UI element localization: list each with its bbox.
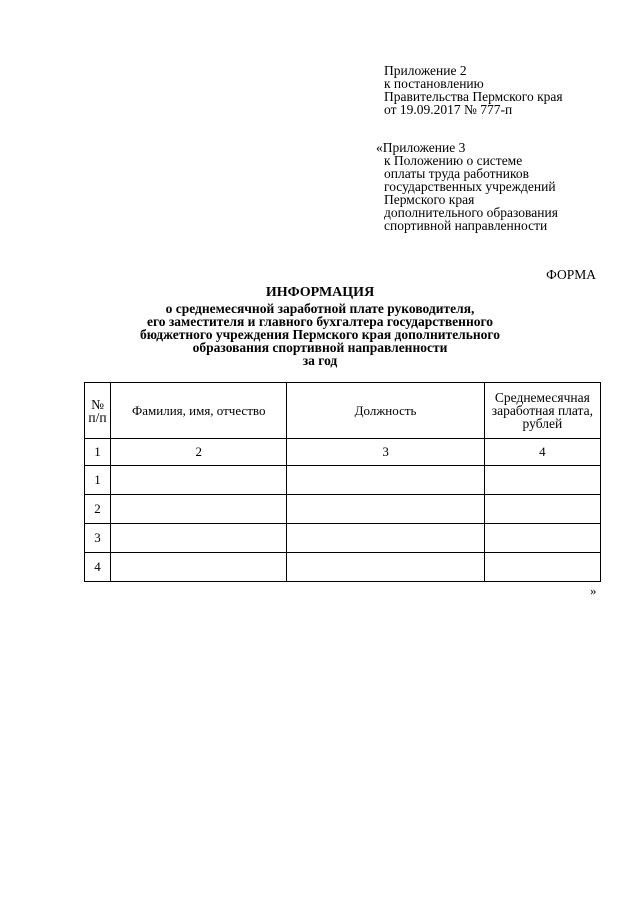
salary-info-table bbox=[84, 382, 601, 582]
column-number-cell: 3 bbox=[287, 439, 484, 466]
position-cell bbox=[287, 553, 484, 582]
appendix-3-line: дополнительного образования bbox=[384, 205, 558, 220]
full-name-cell bbox=[111, 466, 287, 495]
row-number-cell: 3 bbox=[85, 524, 111, 553]
full-name-cell bbox=[111, 553, 287, 582]
appendix-3-line: государственных учреждений bbox=[384, 179, 556, 194]
header-number-text: п/п bbox=[88, 409, 107, 425]
document-title: ИНФОРМАЦИЯ bbox=[265, 285, 375, 300]
table-row bbox=[85, 466, 601, 495]
table-row bbox=[85, 553, 601, 582]
header-salary-line: заработная плата, bbox=[491, 403, 593, 418]
salary-cell bbox=[484, 466, 600, 495]
appendix-2-line: от 19.09.2017 № 777-п bbox=[384, 102, 513, 117]
position-cell bbox=[287, 466, 484, 495]
header-position bbox=[287, 383, 484, 439]
header-full-name-text: Фамилия, имя, отчество bbox=[131, 402, 266, 418]
appendix-3-line: «Приложение 3 bbox=[376, 140, 466, 155]
column-number-cell: 4 bbox=[484, 439, 600, 466]
header-average-salary bbox=[484, 383, 600, 439]
position-cell bbox=[287, 495, 484, 524]
appendix-3-line: Пермского края bbox=[384, 192, 475, 207]
form-label: ФОРМА bbox=[546, 267, 596, 282]
header-salary-line: Среднемесячная bbox=[494, 390, 590, 405]
full-name-cell bbox=[111, 524, 287, 553]
row-number-cell: 1 bbox=[85, 466, 111, 495]
appendix-3-line: к Положению о системе bbox=[384, 153, 523, 168]
appendix-2-line: Правительства Пермского края bbox=[384, 89, 563, 104]
subtitle-line: о среднемесячной заработной плате руководителя, bbox=[165, 301, 475, 316]
document-subtitle bbox=[80, 302, 560, 367]
row-number-cell: 4 bbox=[85, 553, 111, 582]
table-row bbox=[85, 524, 601, 553]
header-position-text: Должность bbox=[354, 402, 417, 418]
full-name-cell bbox=[111, 495, 287, 524]
column-number-row bbox=[85, 439, 601, 466]
header-number bbox=[85, 383, 111, 439]
subtitle-line: его заместителя и главного бухгалтера государственного bbox=[146, 314, 494, 329]
header-full-name bbox=[111, 383, 287, 439]
salary-cell bbox=[484, 553, 600, 582]
appendix-2-line: к постановлению bbox=[384, 76, 484, 91]
subtitle-line: бюджетного учреждения Пермского края дополнительного bbox=[140, 327, 500, 342]
salary-cell bbox=[484, 524, 600, 553]
row-number-cell: 2 bbox=[85, 495, 111, 524]
appendix-3-line: оплаты труда работников bbox=[384, 166, 529, 181]
salary-cell bbox=[484, 495, 600, 524]
subtitle-line: за год bbox=[302, 353, 338, 368]
header-number-symbol: № bbox=[91, 396, 104, 412]
appendix-2-line: Приложение 2 bbox=[384, 63, 467, 78]
closing-quote-mark: » bbox=[590, 583, 597, 598]
appendix-3-line: спортивной направленности bbox=[384, 218, 548, 233]
subtitle-line: образования спортивной направленности bbox=[192, 340, 448, 355]
appendix-3-block bbox=[376, 141, 558, 232]
table-row bbox=[85, 495, 601, 524]
column-number-cell: 2 bbox=[111, 439, 287, 466]
header-salary-line: рублей bbox=[522, 416, 563, 431]
table-header-row bbox=[85, 383, 601, 439]
appendix-2-block bbox=[384, 64, 563, 116]
position-cell bbox=[287, 524, 484, 553]
column-number-cell: 1 bbox=[85, 439, 111, 466]
